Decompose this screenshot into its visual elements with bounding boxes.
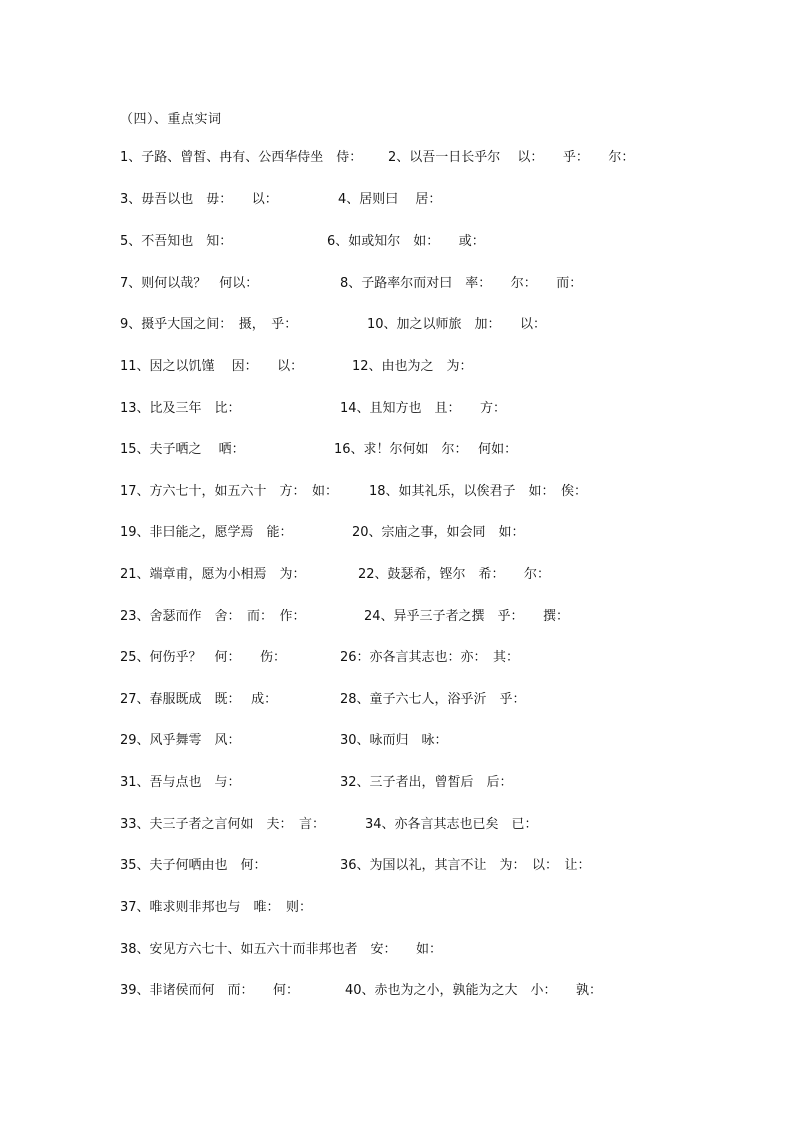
question-item: 11、因之以饥馑 因： 以： — [120, 359, 304, 374]
question-item: 33、夫三子者之言何如 夫： 言： — [120, 817, 326, 832]
question-item: 22、鼓瑟希，铿尔 希： 尔： — [358, 567, 551, 582]
question-item: 5、不吾知也 知： — [120, 234, 233, 249]
question-item: 9、摄乎大国之间： 摄， 乎： — [120, 317, 298, 332]
question-item: 13、比及三年 比： — [120, 401, 241, 416]
question-item: 8、子路率尔而对曰 率： 尔： 而： — [340, 276, 583, 291]
question-item: 40、赤也为之小，孰能为之大 小： 孰： — [345, 983, 603, 998]
question-item: 37、唯求则非邦也与 唯： 则： — [120, 900, 313, 915]
question-item: 4、居则曰 居： — [338, 192, 442, 207]
question-item: 6、如或知尔 如： 或： — [327, 234, 485, 249]
question-item: 30、咏而归 咏： — [340, 733, 448, 748]
question-item: 35、夫子何哂由也 何： — [120, 858, 267, 873]
question-item: 31、吾与点也 与： — [120, 775, 241, 790]
question-item: 16、求！尔何如 尔： 何如： — [334, 442, 518, 457]
question-item: 25、何伤乎？ 何： 伤： — [120, 650, 287, 665]
question-item: 28、童子六七人，浴乎沂 乎： — [340, 692, 526, 707]
question-item: 15、夫子哂之 哂： — [120, 442, 245, 457]
question-item: 20、宗庙之事，如会同 如： — [352, 525, 525, 540]
question-item: 14、且知方也 且： 方： — [340, 401, 507, 416]
section-title: （四）、重点实词 — [120, 112, 222, 127]
question-item: 10、加之以师旅 加： 以： — [367, 317, 547, 332]
question-item: 21、端章甫，愿为小相焉 为： — [120, 567, 306, 582]
question-item: 38、安见方六七十、如五六十而非邦也者 安： 如： — [120, 942, 443, 957]
question-item: 2、以吾一日长乎尔 以： 乎： 尔： — [388, 150, 635, 165]
question-item: 18、如其礼乐，以俟君子 如： 俟： — [369, 484, 588, 499]
question-item: 39、非诸侯而何 而： 何： — [120, 983, 300, 998]
question-item: 29、风乎舞雩 风： — [120, 733, 241, 748]
question-item: 26：亦各言其志也：亦： 其： — [340, 650, 520, 665]
question-item: 1、子路、曾皙、冉有、公西华侍坐 侍： — [120, 150, 363, 165]
question-item: 27、春服既成 既： 成： — [120, 692, 278, 707]
question-item: 3、毋吾以也 毋： 以： — [120, 192, 278, 207]
question-item: 36、为国以礼，其言不让 为： 以： 让： — [340, 858, 591, 873]
question-item: 24、异乎三子者之撰 乎： 撰： — [364, 609, 570, 624]
question-item: 7、则何以哉？ 何以： — [120, 276, 259, 291]
question-item: 12、由也为之 为： — [352, 359, 473, 374]
question-item: 34、亦各言其志也已矣 已： — [365, 817, 538, 832]
question-item: 17、方六七十，如五六十 方： 如： — [120, 484, 339, 499]
question-item: 19、非曰能之，愿学焉 能： — [120, 525, 293, 540]
question-item: 23、舍瑟而作 舍： 而： 作： — [120, 609, 306, 624]
question-item: 32、三子者出，曾皙后 后： — [340, 775, 513, 790]
